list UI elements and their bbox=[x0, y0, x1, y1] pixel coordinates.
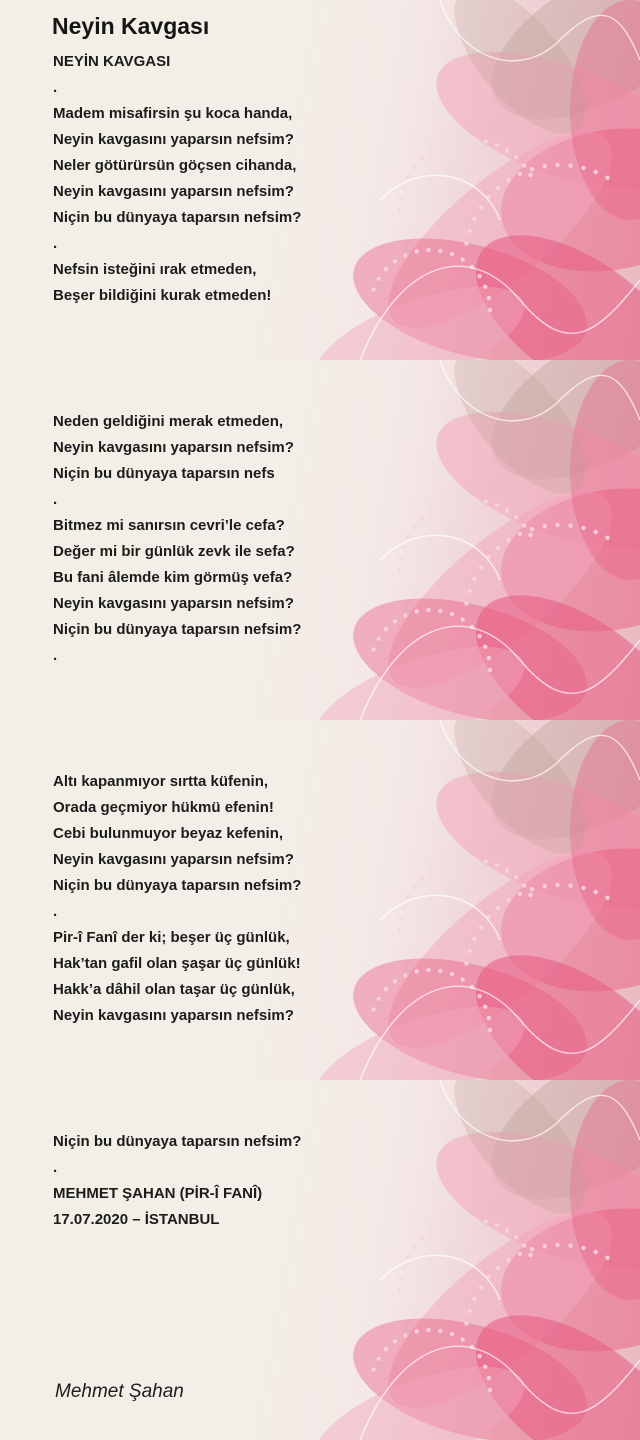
poem-line: Pir-î Fanî der ki; beşer üç günlük, bbox=[53, 929, 290, 946]
poem-line: NEYİN KAVGASI bbox=[53, 53, 171, 70]
poem-line: Değer mi bir günlük zevk ile sefa? bbox=[53, 543, 295, 560]
poem-line: Orada geçmiyor hükmü efenin! bbox=[53, 799, 274, 816]
poem-line: Madem misafirsin şu koca handa, bbox=[53, 105, 293, 122]
poem-line: Niçin bu dünyaya taparsın nefsim? bbox=[53, 209, 302, 226]
poem-line: Altı kapanmıyor sırtta küfenin, bbox=[53, 773, 269, 790]
poem-line: Neyin kavgasını yaparsın nefsim? bbox=[53, 131, 294, 148]
poem-line: Beşer bildiğini kurak etmeden! bbox=[53, 287, 272, 304]
poem-line: Neler götürürsün göçsen cihanda, bbox=[53, 157, 297, 174]
poem-line: Neyin kavgasını yaparsın nefsim? bbox=[53, 595, 294, 612]
poem-line: Niçin bu dünyaya taparsın nefsim? bbox=[53, 1133, 302, 1150]
poem-line: . bbox=[53, 235, 58, 252]
poem-line: Neyin kavgasını yaparsın nefsim? bbox=[53, 1007, 294, 1024]
poem-line: MEHMET ŞAHAN (PİR-Î FANÎ) bbox=[53, 1185, 263, 1202]
poem-line: Nefsin isteğini ırak etmeden, bbox=[53, 261, 257, 278]
poem-line: Bu fani âlemde kim görmüş vefa? bbox=[53, 569, 293, 586]
author-signature: Mehmet Şahan bbox=[55, 1381, 184, 1402]
poem-line: . bbox=[53, 491, 58, 508]
poem-line: Neyin kavgasını yaparsın nefsim? bbox=[53, 439, 294, 456]
poem-line: . bbox=[53, 647, 58, 664]
poem-line: . bbox=[53, 903, 58, 920]
poem-line: Bitmez mi sanırsın cevri’le cefa? bbox=[53, 517, 285, 534]
poem-line: Niçin bu dünyaya taparsın nefsim? bbox=[53, 877, 302, 894]
poem-line: . bbox=[53, 1159, 58, 1176]
poem-line: Cebi bulunmuyor beyaz kefenin, bbox=[53, 825, 284, 842]
poem-line: Hak’tan gafil olan şaşar üç günlük! bbox=[53, 955, 301, 972]
poem-line: Niçin bu dünyaya taparsın nefs bbox=[53, 465, 275, 482]
poem-title: Neyin Kavgası bbox=[52, 13, 210, 39]
poem-line: Neyin kavgasını yaparsın nefsim? bbox=[53, 183, 294, 200]
poem-line: Neden geldiğini merak etmeden, bbox=[53, 413, 284, 430]
poem-line: Hakk’a dâhil olan taşar üç günlük, bbox=[53, 981, 295, 998]
poem-line: Niçin bu dünyaya taparsın nefsim? bbox=[53, 621, 302, 638]
poem-line: 17.07.2020 – İSTANBUL bbox=[53, 1211, 220, 1228]
poem-line: Neyin kavgasını yaparsın nefsim? bbox=[53, 851, 294, 868]
poem-line: . bbox=[53, 79, 58, 96]
